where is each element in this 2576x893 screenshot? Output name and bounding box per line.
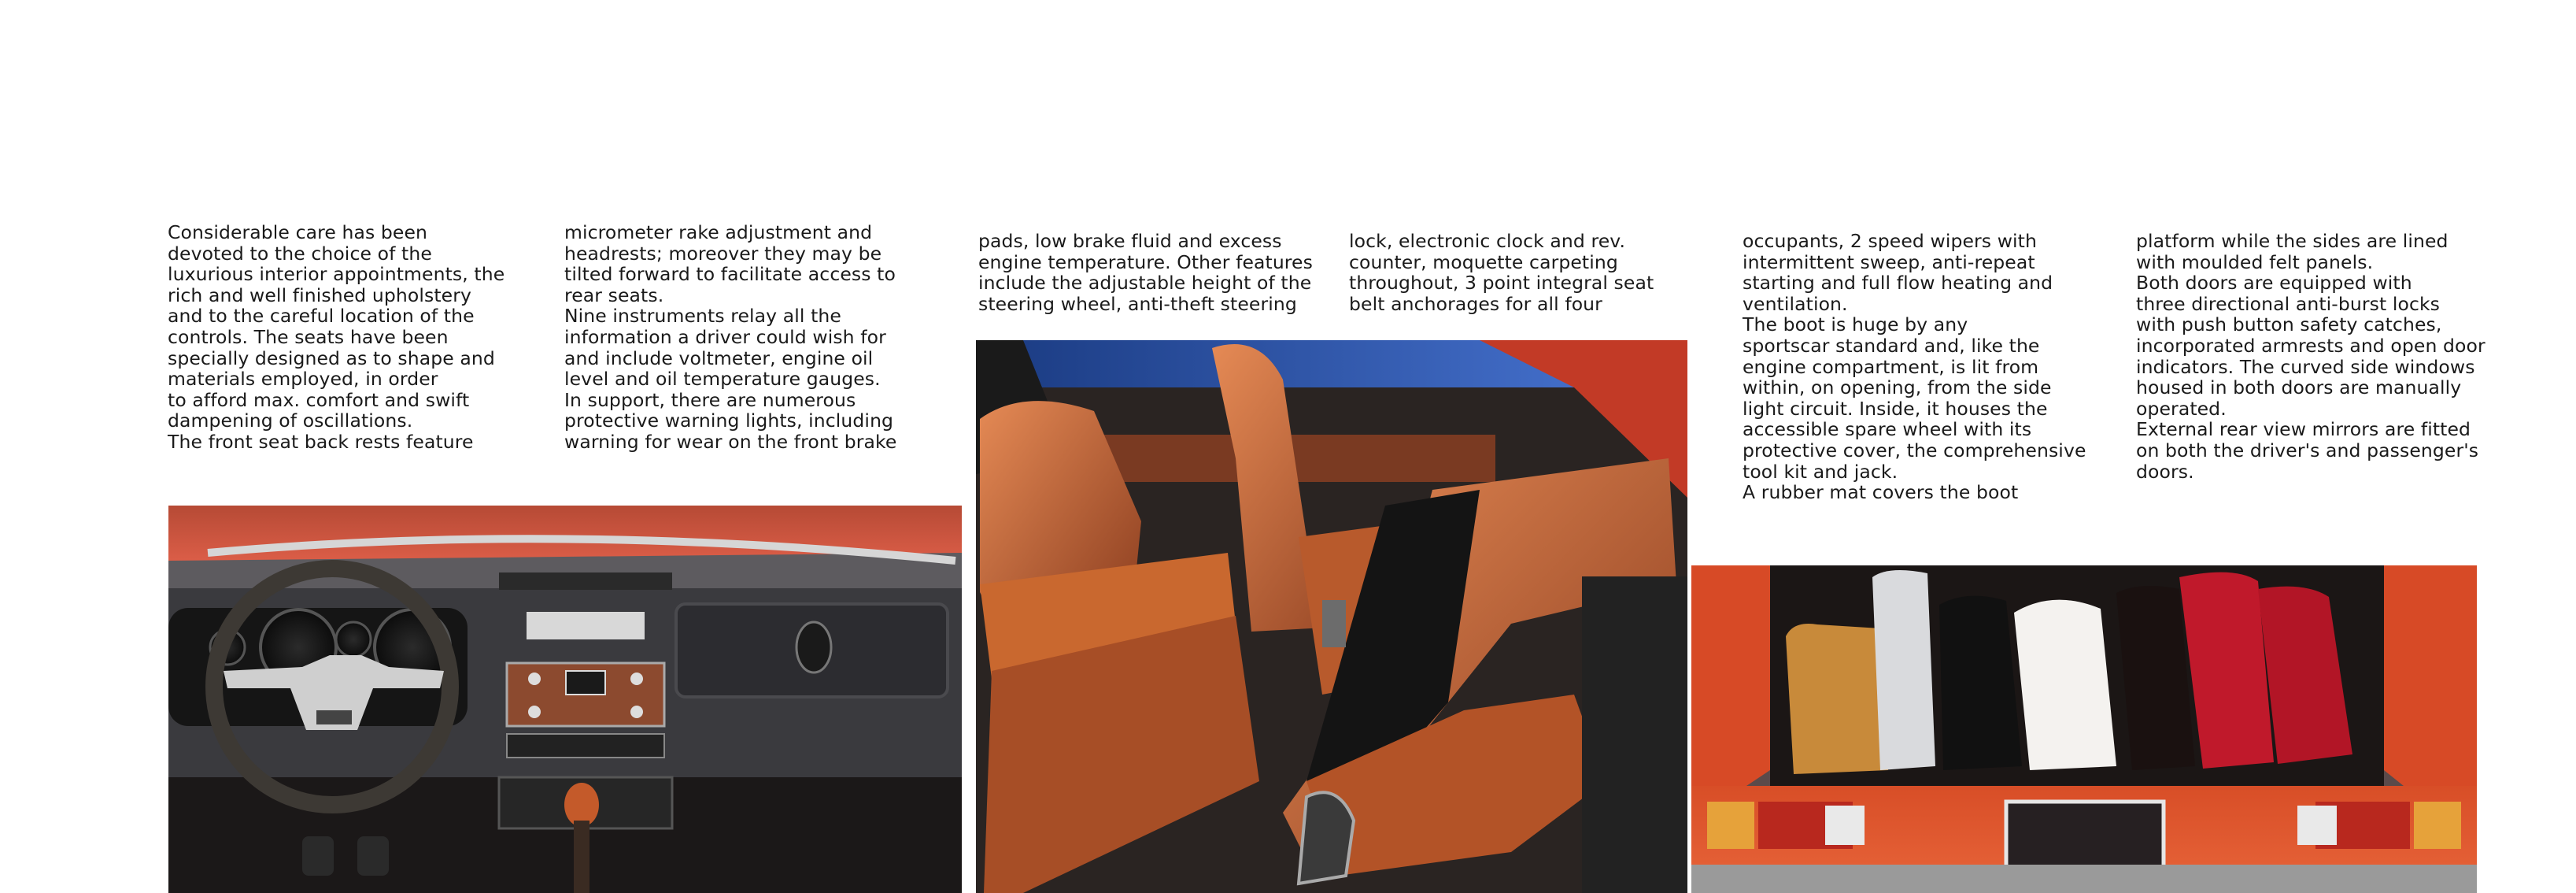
text-line: ventilation.	[1743, 292, 1848, 315]
text-line: with moulded felt panels.	[2136, 250, 2374, 273]
text-line: The boot is huge by any	[1743, 313, 1968, 336]
text-line: Nine instruments relay all the	[564, 305, 841, 328]
text-line: three directional anti-burst locks	[2136, 292, 2441, 315]
text-line: engine compartment, is lit from	[1743, 355, 2039, 378]
text-column-5	[1743, 231, 2086, 503]
text-line: operated.	[2136, 397, 2227, 420]
text-column-6	[2136, 231, 2485, 482]
text-column-1	[168, 222, 504, 453]
text-line: tilted forward to facilitate access to	[564, 263, 896, 286]
text-line: and to the careful location of the	[168, 305, 475, 328]
text-line: lock, electronic clock and rev.	[1349, 230, 1626, 252]
text-line: incorporated armrests and open door	[2136, 334, 2485, 357]
text-column-3	[978, 231, 1313, 314]
text-line: and include voltmeter, engine oil	[564, 346, 874, 369]
text-line: doors.	[2136, 460, 2194, 483]
text-line: housed in both doors are manually	[2136, 376, 2462, 399]
text-line: rich and well finished upholstery	[168, 283, 471, 306]
text-line: A rubber mat covers the boot	[1743, 481, 2019, 504]
interior-photo	[976, 340, 1687, 893]
text-line: dampening of oscillations.	[168, 409, 413, 432]
text-line: light circuit. Inside, it houses the	[1743, 397, 2048, 420]
text-line: intermittent sweep, anti-repeat	[1743, 250, 2035, 273]
text-line: protective cover, the comprehensive	[1743, 439, 2086, 461]
text-line: with push button safety catches,	[2136, 313, 2442, 336]
text-line: micrometer rake adjustment and	[564, 221, 873, 243]
text-line: protective warning lights, including	[564, 409, 894, 432]
text-line: counter, moquette carpeting	[1349, 250, 1618, 273]
text-line: indicators. The curved side windows	[2136, 355, 2475, 378]
text-line: engine temperature. Other features	[978, 250, 1313, 273]
text-line: to afford max. comfort and swift	[168, 388, 470, 411]
text-line: starting and full flow heating and	[1743, 272, 2053, 295]
text-line: within, on opening, from the side	[1743, 376, 2052, 399]
text-line: The front seat back rests feature	[168, 430, 474, 453]
text-line: sportscar standard and, like the	[1743, 334, 2040, 357]
text-line: level and oil temperature gauges.	[564, 368, 881, 391]
text-line: throughout, 3 point integral seat	[1349, 272, 1654, 295]
text-line: tool kit and jack.	[1743, 460, 1898, 483]
text-line: controls. The seats have been	[168, 325, 449, 348]
text-line: on both the driver's and passenger's	[2136, 439, 2479, 461]
text-line: External rear view mirrors are fitted	[2136, 418, 2471, 441]
text-line: steering wheel, anti-theft steering	[978, 292, 1297, 315]
text-line: include the adjustable height of the	[978, 272, 1312, 295]
text-line: Considerable care has been	[168, 221, 427, 243]
text-line: warning for wear on the front brake	[564, 430, 897, 453]
text-column-4	[1349, 231, 1654, 314]
boot-photo	[1691, 565, 2477, 893]
text-line: belt anchorages for all four	[1349, 292, 1602, 315]
text-line: luxurious interior appointments, the	[168, 263, 505, 286]
text-line: specially designed as to shape and	[168, 346, 495, 369]
text-line: information a driver could wish for	[564, 325, 886, 348]
dashboard-photo	[168, 506, 962, 893]
text-line: Both doors are equipped with	[2136, 272, 2412, 295]
text-line: rear seats.	[564, 283, 664, 306]
text-line: materials employed, in order	[168, 368, 438, 391]
text-line: headrests; moreover they may be	[564, 242, 882, 265]
text-line: occupants, 2 speed wipers with	[1743, 230, 2037, 252]
text-line: In support, there are numerous	[564, 388, 856, 411]
text-line: platform while the sides are lined	[2136, 230, 2448, 252]
text-line: pads, low brake fluid and excess	[978, 230, 1282, 252]
text-column-2	[564, 222, 896, 453]
text-line: accessible spare wheel with its	[1743, 418, 2032, 441]
text-line: devoted to the choice of the	[168, 242, 432, 265]
